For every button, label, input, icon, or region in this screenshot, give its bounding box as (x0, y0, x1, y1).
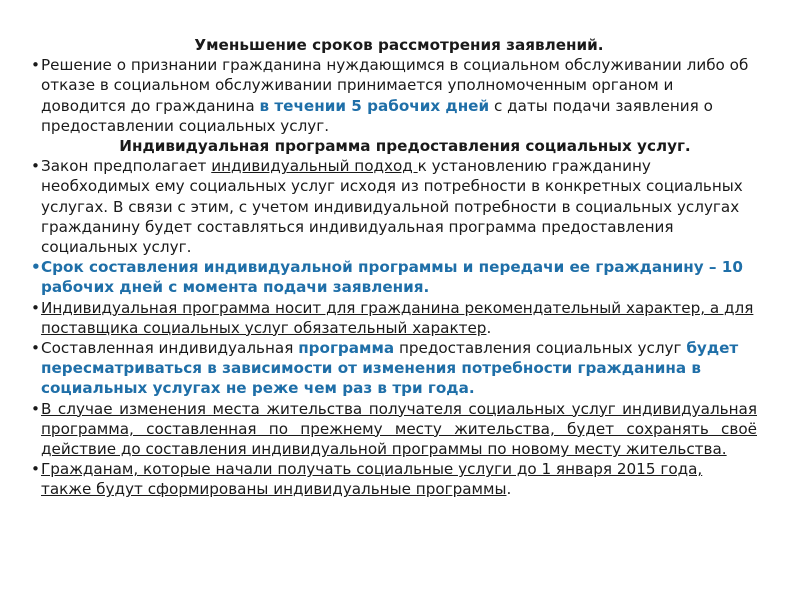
paragraph-decision-term (31, 55, 757, 136)
paragraph-program-deadline: • Срок составления индивидуальной программы и передачи ее гражданину – 10 рабочих дней с момента подачи заявления. (31, 257, 757, 297)
text: предоставления социальных услуг (394, 339, 687, 358)
paragraph-before-2015 (31, 459, 757, 499)
paragraph-change-of-residence (31, 399, 757, 460)
text: . (486, 318, 492, 337)
text: с даты подачи заявления о предоставлении социальных услуг. (41, 96, 713, 135)
paragraph-program-character (31, 298, 757, 338)
underlined-individual-approach: индивидуальный подход (211, 157, 418, 176)
slide-content (31, 35, 757, 500)
text: к установлению гражданину необходимых ему социальных услуг исходя из потребности в конкретных социальных услугах. В связи с этим, с учетом индивидуальной потребности в социальных услугах гражданину будет составляться индивидуальная программа предоставления социальных услуг. (41, 157, 743, 257)
highlight-review-period: будет пересматриваться в зависимости от изменения потребности гражданина в социальных услугах не реже чем раз в три года. (41, 339, 739, 398)
underlined-change-of-residence: В случае изменения места жительства получателя социальных услуг индивидуальная программа, составленная по прежнему месту жительства, будет сохранять своё действие до составления индивидуальной программы по новому месту жительства. (41, 399, 757, 459)
highlight-program: программа (298, 339, 395, 358)
underlined-before-2015: Гражданам, которые начали получать социальные услуги до 1 января 2015 года, также будут сформированы индивидуальные программы (41, 460, 703, 499)
highlight-5-working-days: в течении 5 рабочих дней (259, 96, 490, 115)
paragraph-program-review (31, 338, 757, 399)
heading-individual-program: Индивидуальная программа предоставления социальных услуг. (119, 137, 691, 156)
paragraph-individual-approach (31, 156, 757, 257)
heading-reduction-of-terms: Уменьшение сроков рассмотрения заявлений. (194, 36, 604, 54)
text: Закон предполагает (41, 157, 212, 176)
underlined-program-character: Индивидуальная программа носит для гражданина рекомендательный характер, а для поставщика социальных услуг обязательный характер (41, 298, 754, 337)
text: . (506, 480, 512, 499)
text: Решение о признании гражданина нуждающимся в социальном обслуживании либо об отказе в социальном обслуживании принимается уполномоченным органом и доводится до гражданина (41, 56, 749, 115)
text: Составленная индивидуальная (41, 339, 299, 358)
